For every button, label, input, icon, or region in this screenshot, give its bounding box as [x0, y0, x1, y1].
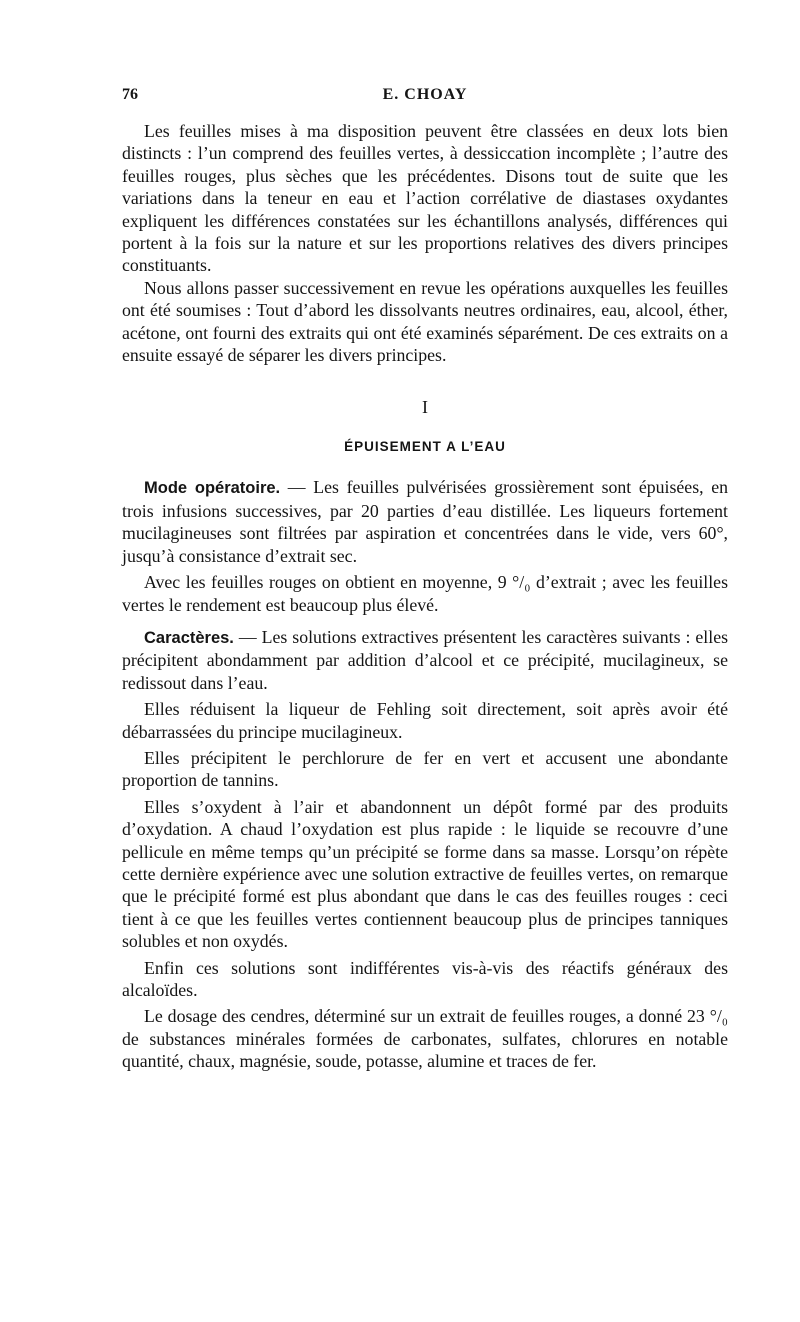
body-text	[122, 120, 728, 1073]
intro-paragraph: Les feuilles mises à ma disposition peuvent être classées en deux lots bien distincts : l’un comprend des feuilles vertes, à dessiccation incomplète ; l’autre des feuilles rouges, plus sèches que les précédentes. Disons tout de suite que les variations dans la teneur en eau et l’action corrélative de diastases oxydantes expliquent les différences constatées sur les échantillons analysés, différences qui portent à la fois sur la nature et sur les proportions relatives des divers principes constituants.	[122, 121, 728, 276]
fehling-paragraph: Elles réduisent la liqueur de Fehling soit directement, soit après avoir été débarrassées du principe mucilagineux.	[122, 699, 728, 742]
intro-paragraph: Nous allons passer successivement en revue les opérations auxquelles les feuilles ont été soumises : Tout d’abord les dissolvants neutres ordinaires, eau, alcool, éther, acétone, ont fourni des extraits qui ont été examinés séparément. De ces extraits on a ensuite essayé de séparer les divers principes.	[122, 277, 728, 366]
oxydation-paragraph: Elles s’oxydent à l’air et abandonnent un dépôt formé par des produits d’oxydation. A chaud l’oxydation est plus rapide : le liquide se recouvre d’une pellicule en même temps qu’un précipité se forme dans sa masse. Lorsqu’on répète cette dernière expérience avec une solution extractive de feuilles vertes, on remarque que le précipité formé est plus abondant que dans le cas des feuilles rouges : ceci tient à ce que les feuilles vertes contiennent beaucoup plus de principes tanniques solubles et non oxydés.	[122, 796, 728, 952]
page-number: 76	[122, 86, 138, 103]
perchlorure-paragraph: Elles précipitent le perchlorure de fer en vert et accusent une abondante proportion de tannins.	[122, 747, 728, 791]
running-head-author: E. CHOAY	[382, 86, 468, 103]
mode-operatoire-heading: Mode opératoire.	[144, 479, 281, 498]
yield-paragraph: Avec les feuilles rouges on obtient en moyenne, 9 °/₀ d’extrait ; avec les feuilles vertes le rendement est beaucoup plus élevé.	[122, 572, 728, 615]
alcaloides-paragraph: Enfin ces solutions sont indifférentes vis-à-vis des réactifs généraux des alcaloïdes.	[122, 957, 728, 1000]
mode-operatoire-text: — Les feuilles pulvérisées grossièrement sont épuisées, en trois infusions successives, par 20 parties d’eau distillée. Les liqueurs fortement mucilagineuses sont filtrées par aspiration et concentrées dans le vide, vers 60°, jusqu’à consistance d’extrait sec.	[122, 477, 729, 566]
section-number: I	[422, 397, 428, 418]
section-title: ÉPUISEMENT A L’EAU	[344, 439, 506, 455]
caracteres-text: — Les solutions extractives présentent les caractères suivants : elles précipitent abondamment par addition d’alcool et ce précipité, mucilagineux, se redissout dans l’eau.	[122, 626, 728, 693]
running-head	[122, 86, 728, 108]
caracteres-heading: Caractères.	[144, 628, 234, 647]
caracteres-paragraph	[122, 626, 728, 694]
cendres-paragraph: Le dosage des cendres, déterminé sur un extrait de feuilles rouges, a donné 23 °/₀ de substances minérales formées de carbonates, sulfates, chlorures en notable quantité, chaux, magnésie, soude, potasse, alumine et traces de fer.	[122, 1006, 728, 1072]
mode-operatoire-paragraph	[122, 476, 728, 567]
